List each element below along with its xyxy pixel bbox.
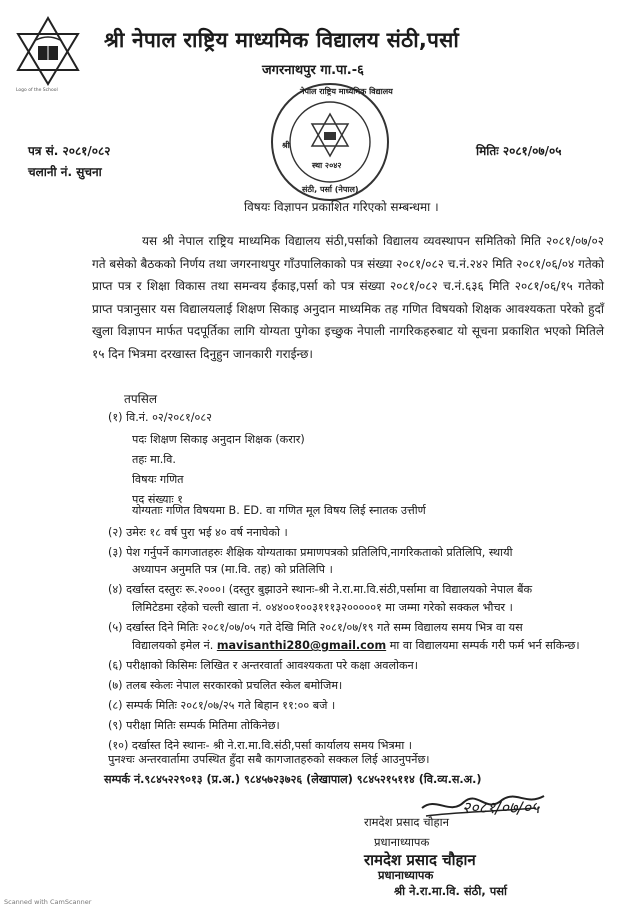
list-item [132, 638, 580, 653]
school-name: श्री नेपाल राष्ट्रिय माध्यमिक विद्यालय संठी,पर्सा [104, 28, 460, 52]
seal-year: स्था २०४२ [312, 161, 342, 170]
seal-text-bottom: संठी, पर्सा (नेपाल) [302, 185, 359, 194]
list-item: अध्यापन अनुमति पत्र (मा.वि. तह) को प्रतिलिपि । [132, 563, 333, 576]
seal-text-top: नेपाल राष्ट्रिय माध्यमिक विद्यालय [300, 87, 393, 96]
body-paragraph [92, 230, 604, 366]
logo-caption: Logo of the School [16, 88, 58, 93]
list-item: (७) तलब स्केलः नेपाल सरकारको प्रचलित स्केल बमोजिम। [108, 679, 343, 692]
contact-numbers: सम्पर्क नं.९८४५२२९०१३ (प्र.अ.) ९८४५७२३७२६ (लेखापाल) ९८४५२१५११४ (वि.व्य.स.अ.) [104, 773, 482, 786]
email-link[interactable]: mavisanthi280@gmail.com [216, 639, 387, 652]
list-item: विषयः गणित [132, 473, 184, 486]
list-item: (८) सम्पर्क मितिः २०८१/०७/२५ गते बिहान ११:०० बजे । [108, 699, 336, 712]
stamp-role: प्रधानाध्यापक [378, 868, 434, 882]
email-suffix: मा वा विद्यालयमा सम्पर्क गरी फर्म भर्न सकिन्छ। [389, 639, 580, 652]
list-item: पदः शिक्षण सिकाइ अनुदान शिक्षक (करार) [132, 433, 305, 446]
seal-text-side: श्री [282, 141, 290, 150]
stamp-name: रामदेश प्रसाद चौहान [364, 851, 476, 869]
signatory-role: प्रधानाध्यापक [374, 835, 430, 849]
stamp-school: श्री ने.रा.मा.वि. संठी, पर्सा [394, 884, 507, 898]
letter-date: मितिः २०८१/०७/०५ [476, 144, 562, 158]
list-item: (३) पेश गर्नुपर्ने कागजातहरुः शैक्षिक योग्यताका प्रमाणपत्रको प्रतिलिपि,नागरिकताको प्रतिलिपि, स्थायी [108, 546, 513, 559]
list-item: (१) वि.नं. ०२/२०८१/०८२ [108, 411, 212, 424]
list-item: (६) परीक्षाको किसिमः लिखित र अन्तरवार्ता आवश्यकता परे कक्षा अवलोकन। [108, 659, 419, 672]
school-address: जगरनाथपुर गा.पा.-६ [262, 63, 364, 78]
list-item: (१०) दर्खास्त दिने स्थानः- श्री ने.रा.मा.वि.संठी,पर्सा कार्यालय समय भित्रमा । [108, 739, 413, 752]
list-item: (९) परीक्षा मितिः सम्पर्क मितिमा तोकिनेछ। [108, 719, 280, 732]
handwritten-date: २०८१/०७/०५ [462, 798, 540, 817]
list-item: तहः मा.वि. [132, 453, 176, 466]
letter-number: पत्र सं. २०८१/०८२ [28, 144, 111, 158]
dispatch-number: चलानी नं. सुचना [28, 165, 102, 179]
postscript: पुनश्चः अन्तरवार्तामा उपस्थित हुँदा सबै कागजातहरुको सक्कल लिई आउनुपर्नेछ। [108, 753, 430, 766]
signatory-name: रामदेश प्रसाद चौहान [364, 815, 449, 829]
scanner-watermark: Scanned with CamScanner [4, 898, 92, 906]
list-item: लिमिटेडमा रहेको चल्ती खाता नं. ०४४००१००३१११३२०००००१ मा जम्मा गरेको सक्कल भौचर । [132, 601, 513, 614]
list-item: पद संख्याः १ [132, 493, 183, 506]
list-item: योग्यताः गणित विषयमा B. ED. वा गणित मूल विषय लिई स्नातक उत्तीर्ण [132, 504, 426, 517]
list-item: (४) दर्खास्त दस्तुरः रू.२०००। (दस्तुर बुझाउने स्थानः-श्री ने.रा.मा.वि.संठी,पर्सामा वा विद्यालयको नेपाल बैंक [108, 583, 533, 596]
tapasil-heading: तपसिल [124, 392, 158, 406]
list-item: (५) दर्खास्त दिने मितिः २०८१/०७/०५ गते देखि मिति २०८१/०७/१९ गते सम्म विद्यालय समय भित्र वा यस [108, 621, 523, 634]
email-label: विद्यालयको इमेल नं. [132, 639, 214, 652]
body-text: यस श्री नेपाल राष्ट्रिय माध्यमिक विद्यालय संठी,पर्साको विद्यालय व्यवस्थापन समितिको मिति २०८१/०७/०२ गते बसेको बैठकको निर्णय तथा जगरनाथपुर गाँउपालिकाको पत्र संख्या २०८१/०८२ च.नं.२४२ मिति २०८१/०६/०४ गतेको प्राप्त पत्र र शिक्षा विकास तथा समन्वय ईकाइ,पर्सा को पत्र संख्या २०८१/०८२ च.नं.६३६ मिति २०८१/०६/१५ गतेको प्राप्त पत्रानुसार यस विद्यालयलाई शिक्षण सिकाइ अनुदान माध्यमिक तह गणित विषयको शिक्षक आवश्यकता परेको हुदाँ खुला विज्ञापन मार्फत पदपूर्तिका लागि योग्यता पुगेका इच्छुक नेपाली नागरिकहरुबाट यो सूचना प्रकाशित भएको मितिले १५ दिन भित्रमा दरखास्त दिनुहुन जानकारी गराईन्छ। [92, 234, 604, 361]
subject-line: विषयः विज्ञापन प्रकाशित गरिएको सम्बन्धमा । [244, 200, 439, 214]
school-logo [14, 16, 82, 102]
school-seal [268, 80, 392, 204]
list-item: (२) उमेरः १८ वर्ष पुरा भई ४० वर्ष ननाघेको । [108, 526, 288, 539]
